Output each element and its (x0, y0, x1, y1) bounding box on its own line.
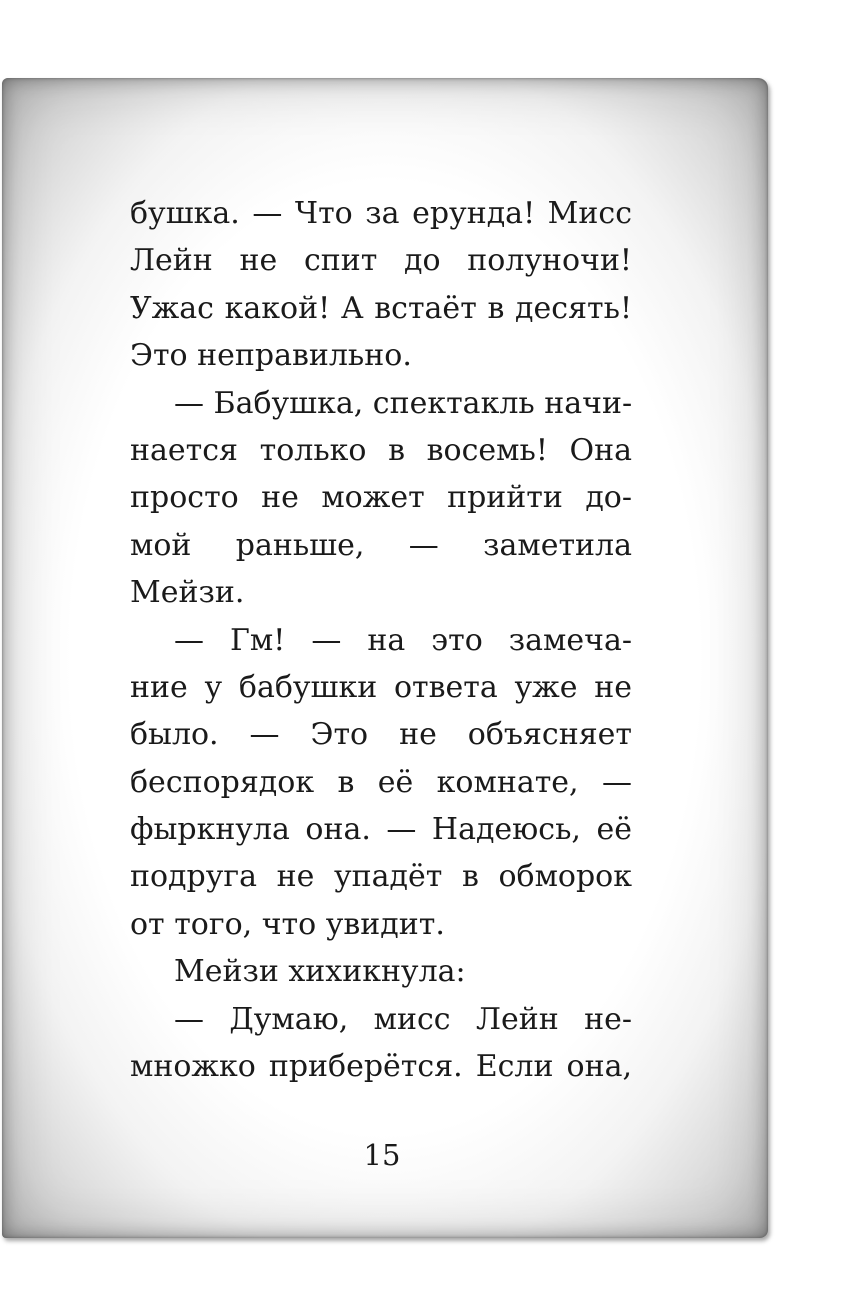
text-line: Ужас какой! А встаёт в десять! (130, 290, 632, 326)
text-line: было. — Это не объясняет (130, 717, 632, 753)
text-line: мой раньше, — заметила (130, 527, 632, 563)
body-text (130, 190, 632, 1090)
text-line: Мейзи. (130, 575, 245, 611)
text-line: беспорядок в её комнате, — (130, 764, 632, 800)
text-line: Мейзи хихикнула: (174, 954, 466, 990)
text-line: Лейн не спит до полуночи! (130, 243, 632, 279)
text-line: нается только в восемь! Она (130, 432, 632, 468)
text-line: — Бабушка, спектакль начи- (174, 385, 633, 421)
text-line: Это неправильно. (130, 338, 412, 374)
text-line: — Гм! — на это замеча- (174, 622, 632, 658)
text-line: просто не может прийти до- (130, 480, 632, 516)
page-number: 15 (363, 1138, 401, 1172)
text-line: подруга не упадёт в обморок (130, 859, 632, 895)
text-line: ние у бабушки ответа уже не (130, 669, 632, 705)
text-line: бушка. — Что за ерунда! Мисс (130, 196, 632, 231)
text-line: от того, что увидит. (130, 906, 445, 942)
text-line: — Думаю, мисс Лейн не- (174, 1001, 632, 1037)
text-line: фыркнула она. — Надеюсь, её (130, 812, 632, 848)
text-line: множко приберётся. Если она, (130, 1049, 632, 1085)
